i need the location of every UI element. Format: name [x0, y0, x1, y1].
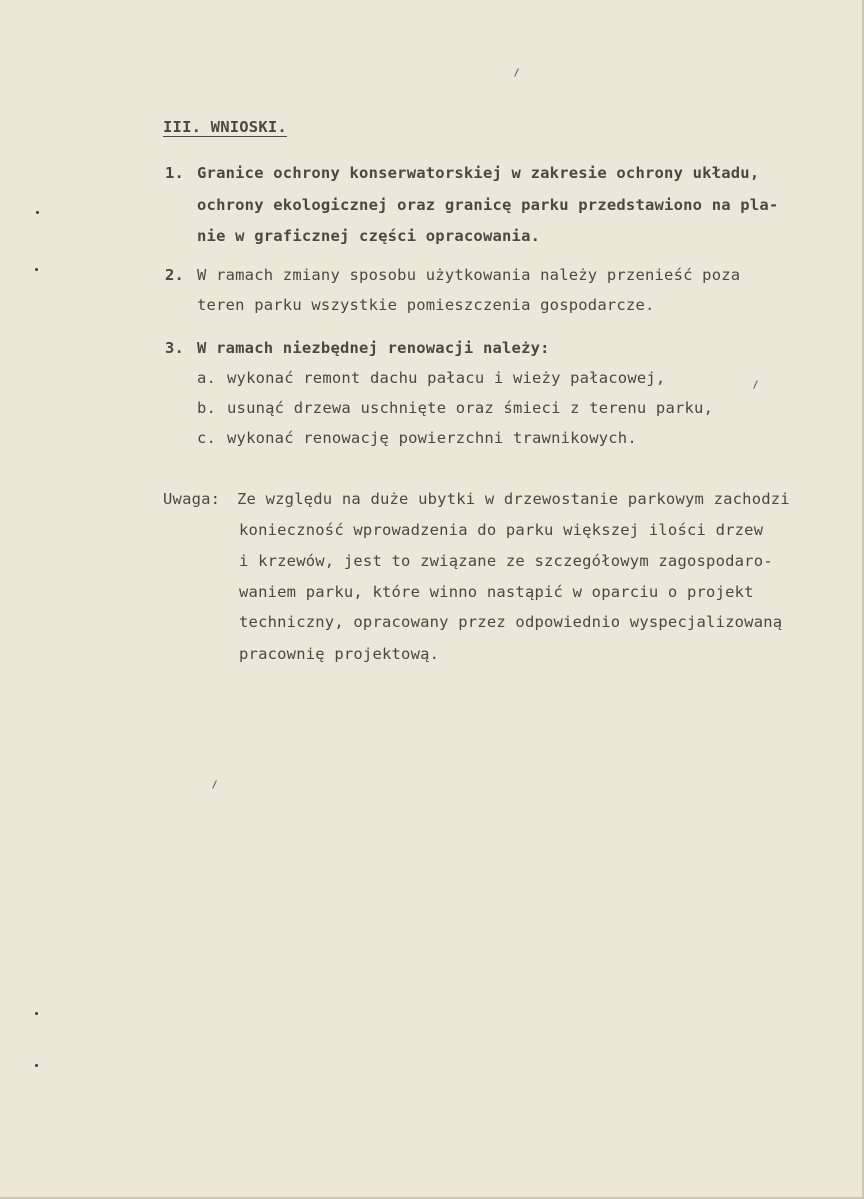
note-line: Ze względu na duże ubytki w drzewostanie parkowym zachodzi: [237, 490, 790, 508]
paper-speck: [36, 211, 39, 214]
subitem-letter: c.: [197, 429, 217, 447]
subitem-text: wykonać remont dachu pałacu i wieży pałacowej,: [227, 369, 666, 387]
item-line: W ramach zmiany sposobu użytkowania należy przenieść poza: [197, 266, 741, 284]
paper-speck: [35, 268, 38, 271]
section-heading: III. WNIOSKI.: [163, 118, 287, 136]
paper-mark: [514, 68, 519, 77]
item-line: nie w graficznej części opracowania.: [197, 227, 541, 245]
note-line: pracownię projektową.: [239, 645, 440, 663]
subitem-letter: a.: [197, 369, 217, 387]
paper-mark: [212, 780, 217, 789]
note-line: techniczny, opracowany przez odpowiednio wyspecjalizowaną: [239, 613, 783, 631]
item-line: Granice ochrony konserwatorskiej w zakresie ochrony układu,: [197, 164, 760, 182]
item-line: ochrony ekologicznej oraz granicę parku przedstawiono na pla-: [197, 196, 779, 214]
item-number: 2.: [165, 266, 185, 284]
item-number: 3.: [165, 339, 185, 357]
item-number: 1.: [165, 164, 185, 182]
item-line: W ramach niezbędnej renowacji należy:: [197, 339, 550, 357]
note-label: Uwaga:: [163, 490, 221, 508]
paper-mark: [753, 380, 758, 389]
subitem-text: usunąć drzewa uschnięte oraz śmieci z terenu parku,: [227, 399, 714, 417]
item-line: teren parku wszystkie pomieszczenia gospodarcze.: [197, 296, 655, 314]
note-line: waniem parku, które winno nastąpić w oparciu o projekt: [239, 583, 754, 601]
subitem-text: wykonać renowację powierzchni trawnikowych.: [227, 429, 637, 447]
note-line: i krzewów, jest to związane ze szczegółowym zagospodaro-: [239, 552, 773, 570]
paper-speck: [35, 1012, 38, 1015]
paper-speck: [35, 1064, 38, 1067]
note-line: konieczność wprowadzenia do parku większej ilości drzew: [239, 521, 764, 539]
subitem-letter: b.: [197, 399, 217, 417]
